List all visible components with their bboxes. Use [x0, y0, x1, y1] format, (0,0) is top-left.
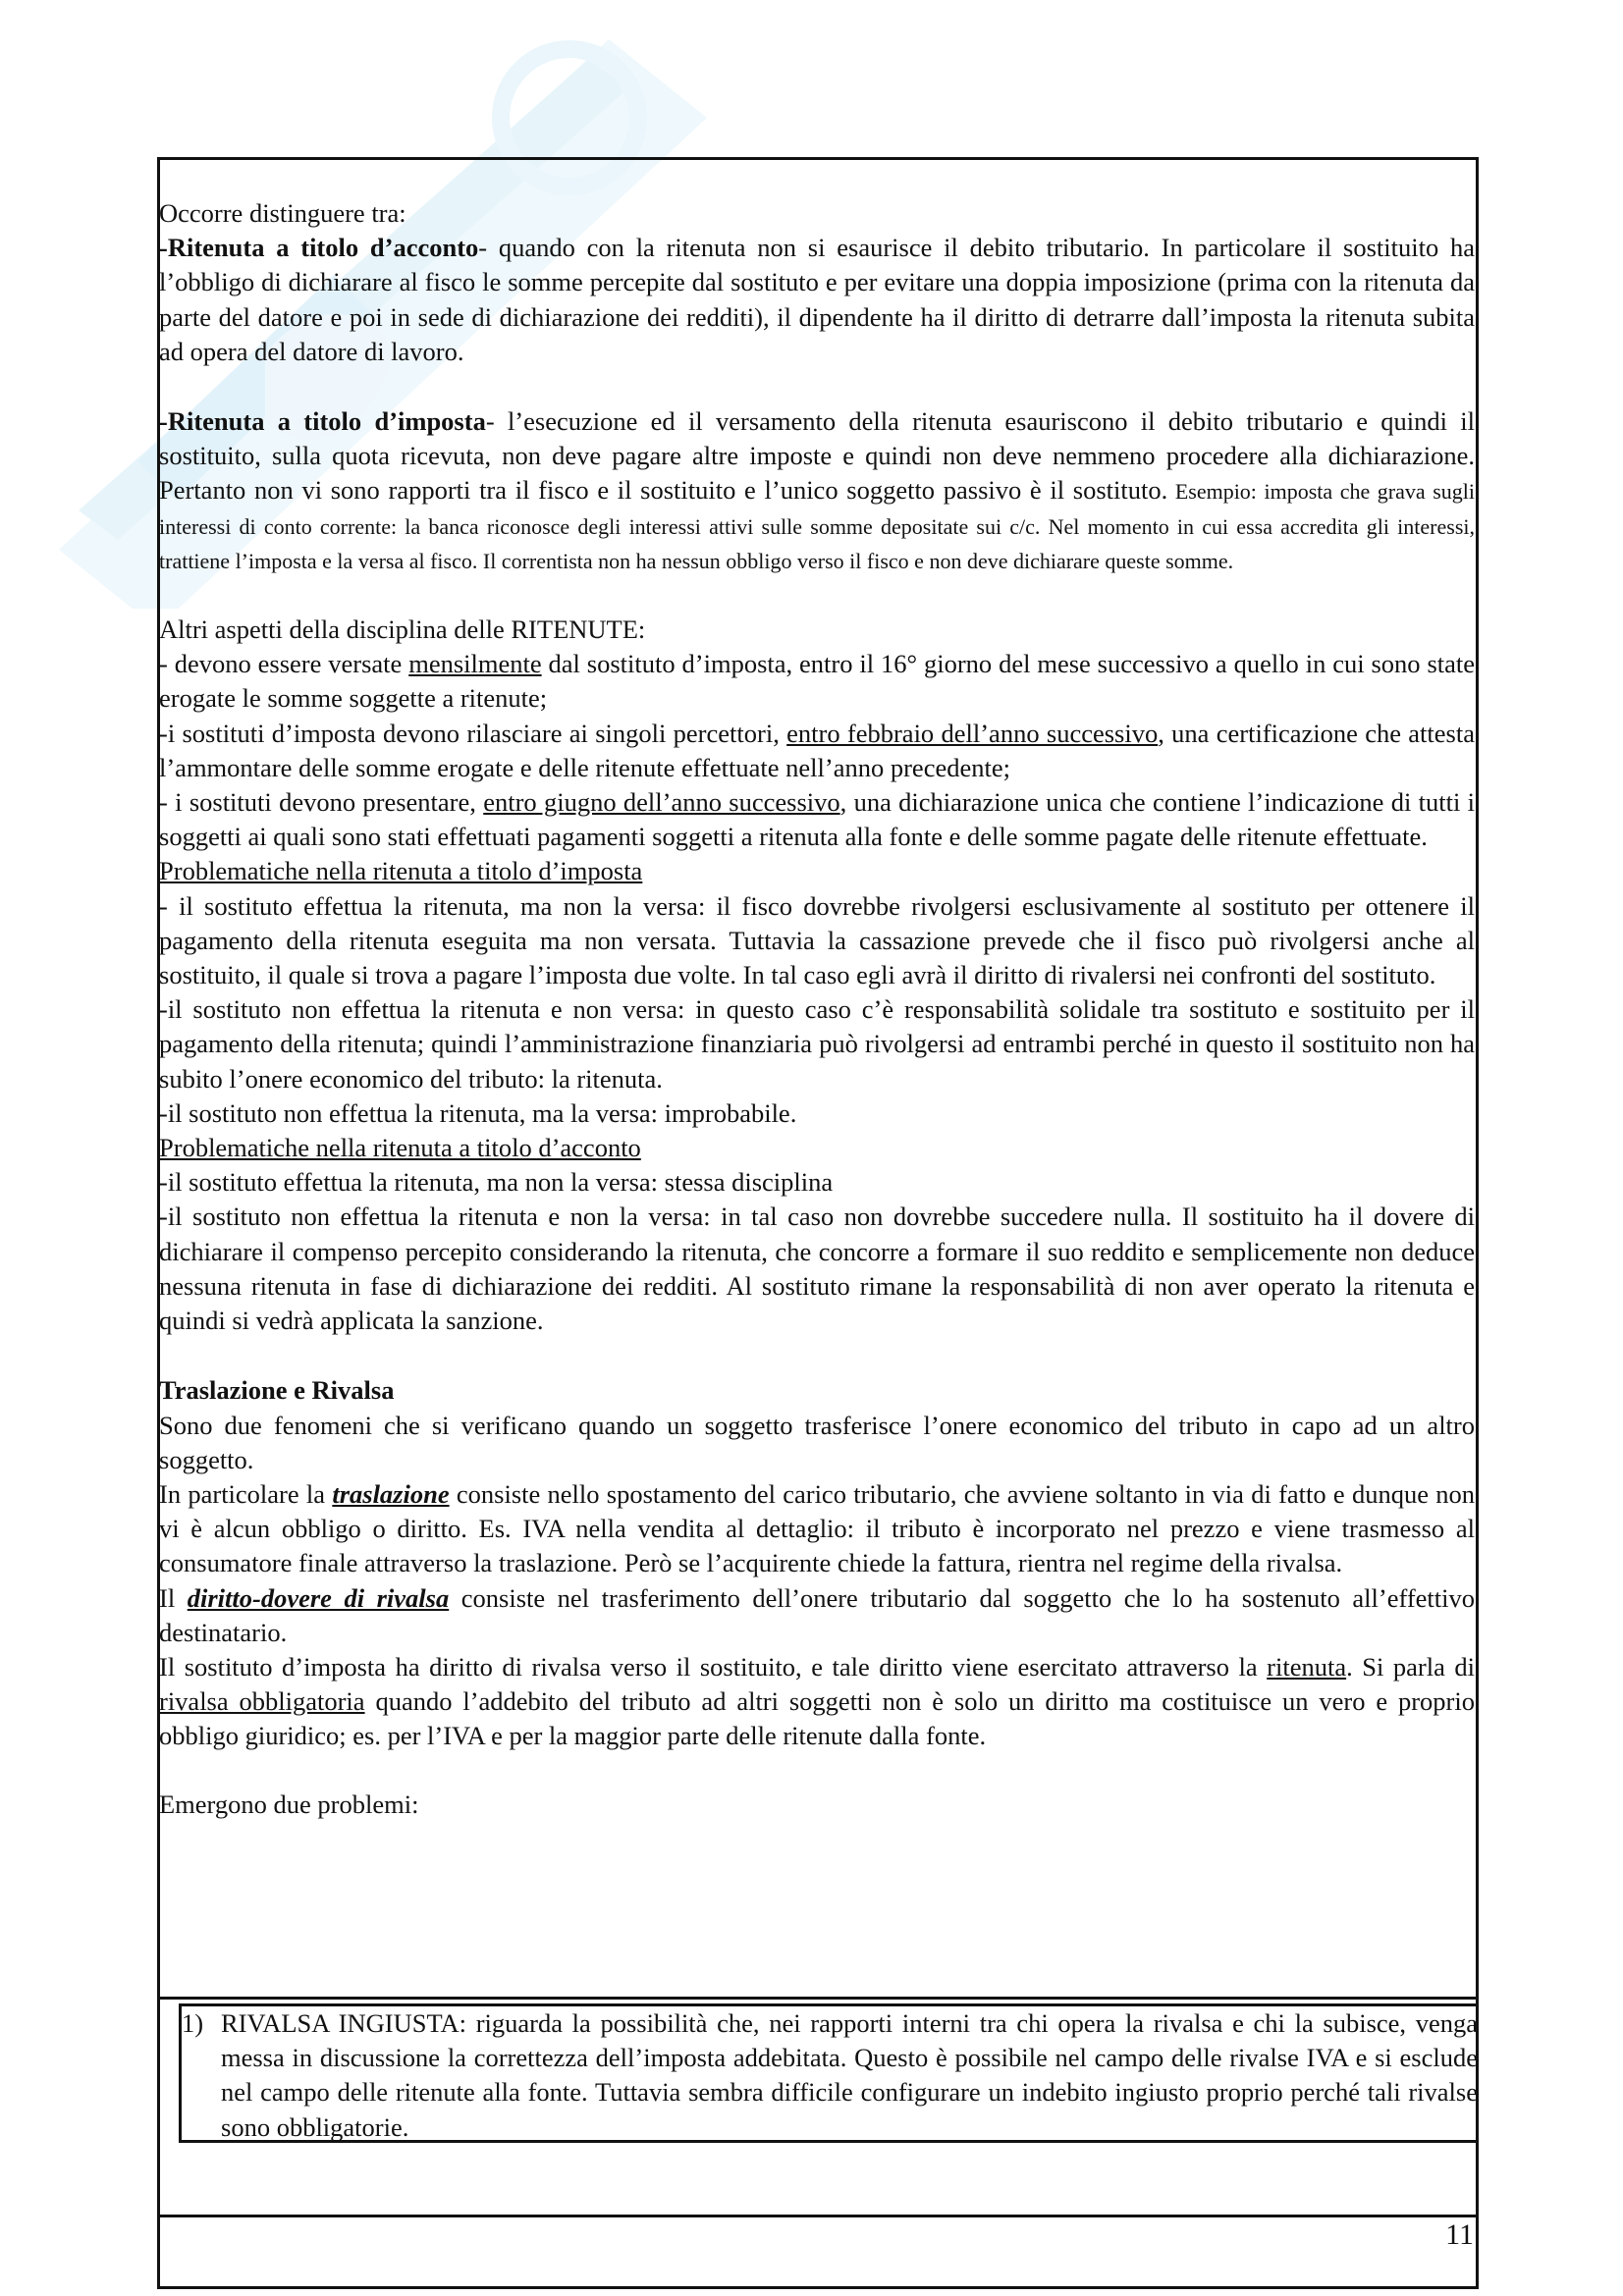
problem-number: 1)	[182, 2008, 204, 2038]
ritenute-item-2-a: -i sostituti d’imposta devono rilasciare ai singoli percettori,	[159, 718, 787, 748]
traslazione-p5: Emergono due problemi:	[159, 1789, 419, 1819]
ritenute-item-2	[159, 717, 1475, 785]
traslazione-p2-a: In particolare la	[159, 1478, 333, 1509]
paragraph-imposta	[159, 404, 1475, 577]
traslazione-p3-a: Il	[159, 1582, 188, 1613]
term-ritenuta: ritenuta	[1267, 1651, 1347, 1682]
imposta-text: - l’esecuzione ed il versamento della ritenuta esauriscono il debito tributario e quindi il sostituito, sulla quota ricevuta, non deve pagare altre imposte e quindi non deve nemmeno procedere alla dichiarazione. Pertanto non vi sono rapporti tra il fisco e il sostituito e l’unico soggetto passivo è il sostituto.	[159, 406, 1476, 506]
footer-divider	[157, 2215, 1479, 2217]
ritenute-item-1-a: - devono essere versate	[159, 649, 409, 679]
imposta-problems-heading: Problematiche nella ritenuta a titolo d’imposta	[159, 856, 643, 886]
traslazione-p4	[159, 1650, 1475, 1754]
traslazione-heading: Traslazione e Rivalsa	[159, 1375, 395, 1406]
ritenute-item-3-b: , una dichiarazione unica che contiene l’indicazione di tutti i soggetti ai quali sono stati effettuati pagamenti soggetti a ritenuta alla fonte e delle somme pagate delle ritenute effettuate.	[159, 787, 1475, 852]
paragraph-acconto	[159, 231, 1475, 369]
page-number: 11	[1445, 2218, 1474, 2251]
traslazione-p4-b: . Si parla di	[1346, 1651, 1475, 1682]
imposta-problem-2: -il sostituto non effettua la ritenuta e non versa: in questo caso c’è responsabilità solidale tra sostituto e sostituito per il pagamento della ritenuta; quindi l’amministrazione finanziaria può rivolgersi ad entrambi perché in questo il sostituito non ha subito l’onere economico del tributo: la ritenuta.	[159, 994, 1475, 1094]
ritenute-item-3-underlined: entro giugno dell’anno successivo	[483, 787, 840, 818]
term-traslazione: traslazione	[332, 1478, 450, 1509]
ritenute-item-2-b: , una certificazione che attesta l’ammontare delle somme erogate e delle ritenute effettuate nell’anno precedente;	[159, 718, 1475, 782]
imposta-problem-3: -il sostituto non effettua la ritenuta, ma la versa: improbabile.	[159, 1097, 797, 1128]
traslazione-p1: Sono due fenomeni che si verificano quando un soggetto trasferisce l’onere economico del tributo in capo ad un altro soggetto.	[159, 1410, 1475, 1474]
traslazione-p2-b: consiste nello spostamento del carico tributario, che avviene soltanto in via di fatto e dunque non vi è alcun obbligo o diritto. Es. IVA nella vendita al dettaglio: il tributo è incorporato nel prezzo e viene trasmesso al consumatore finale attraverso la traslazione. Però se l’acquirente chiede la fattura, rientra nel regime della rivalsa.	[159, 1478, 1476, 1578]
ritenute-item-3	[159, 785, 1475, 854]
term-rivalsa: diritto-dovere di rivalsa	[187, 1582, 450, 1613]
acconto-text: - quando con la ritenuta non si esaurisce il debito tributario. In particolare il sostituito ha l’obbligo di dichiarare al fisco le somme percepite dal sostituto e per evitare una doppia imposizione (prima con la ritenuta da parte del datore e poi in sede di dichiarazione dei redditi), il dipendente ha il diritto di detrarre dall’imposta la ritenuta subita ad opera del datore di lavoro.	[159, 233, 1475, 366]
term-acconto: -Ritenuta a titolo d’acconto	[159, 233, 479, 263]
traslazione-p4-c: quando l’addebito del tributo ad altri soggetti non è solo un diritto ma costituisce un vero e proprio obbligo giuridico; es. per l’IVA e per la maggior parte delle ritenute dalla fonte.	[159, 1686, 1475, 1751]
page-content	[159, 196, 1475, 1822]
intro-line: Occorre distinguere tra:	[159, 198, 406, 228]
term-imposta: -Ritenuta a titolo d’imposta	[159, 406, 486, 437]
ritenute-item-1-underlined: mensilmente	[408, 649, 542, 679]
imposta-problem-1: - il sostituto effettua la ritenuta, ma non la versa: il fisco dovrebbe rivolgersi esclusivamente al sostituto per ottenere il pagamento della ritenuta eseguita ma non versata. Tuttavia la cassazione prevede che il fisco può rivolgersi anche al sostituito, il quale si trova a pagare l’imposta due volte. In tal caso egli avrà il diritto di rivalersi nei confronti del sostituto.	[159, 890, 1475, 990]
traslazione-p4-a: Il sostituto d’imposta ha diritto di rivalsa verso il sostituito, e tale diritto viene esercitato attraverso la	[159, 1651, 1268, 1682]
acconto-problem-2: -il sostituto non effettua la ritenuta e non la versa: in tal caso non dovrebbe succedere nulla. Il sostituito ha il dovere di dichiarare il compenso percepito considerando la ritenuta, che concorre a formare il suo reddito e semplicemente non deduce nessuna ritenuta in fase di dichiarazione dei redditi. Al sostituto rimane la responsabilità di non aver operato la ritenuta e quindi si vedrà applicata la sanzione.	[159, 1201, 1475, 1336]
problem-list-box	[179, 2003, 1479, 2143]
acconto-problems-heading: Problematiche nella ritenuta a titolo d’acconto	[159, 1133, 641, 1163]
ritenute-item-2-underlined: entro febbraio dell’anno successivo	[786, 718, 1159, 748]
ritenute-item-1-b: dal sostituto d’imposta, entro il 16° giorno del mese successivo a quello in cui sono state erogate le somme soggette a ritenute;	[159, 649, 1476, 714]
section-divider-top	[157, 1997, 1479, 2000]
traslazione-p3-b: consiste nel trasferimento dell’onere tributario dal soggetto che lo ha sostenuto all’effettivo destinatario.	[159, 1582, 1476, 1647]
ritenute-item-1	[159, 647, 1475, 716]
imposta-example: Esempio: imposta che grava sugli interessi di conto corrente: la banca riconosce degli interessi attivi sulle somme depositate sui c/c. Nel momento in cui essa accredita gli interessi, trattiene l’imposta e la versa al fisco. Il correntista non ha nessun obbligo verso il fisco e non deve dichiarare queste somme.	[159, 479, 1476, 573]
traslazione-p2	[159, 1477, 1475, 1581]
ritenute-heading: Altri aspetti della disciplina delle RITENUTE:	[159, 614, 646, 645]
acconto-problem-1: -il sostituto effettua la ritenuta, ma non la versa: stessa disciplina	[159, 1167, 834, 1198]
term-rivalsa-obbligatoria: rivalsa obbligatoria	[159, 1686, 365, 1717]
traslazione-p3	[159, 1581, 1475, 1650]
ritenute-item-3-a: - i sostituti devono presentare,	[159, 787, 484, 818]
problem-text: RIVALSA INGIUSTA: riguarda la possibilità che, nei rapporti interni tra chi opera la rivalsa e chi la subisce, venga messa in discussione la correttezza dell’imposta addebitata. Questo è possibile nel campo delle rivalse IVA e si esclude nel campo delle ritenute alla fonte. Tuttavia sembra difficile configurare un indebito ingiusto proprio perché tali rivalse sono obbligatorie.	[221, 2008, 1478, 2142]
